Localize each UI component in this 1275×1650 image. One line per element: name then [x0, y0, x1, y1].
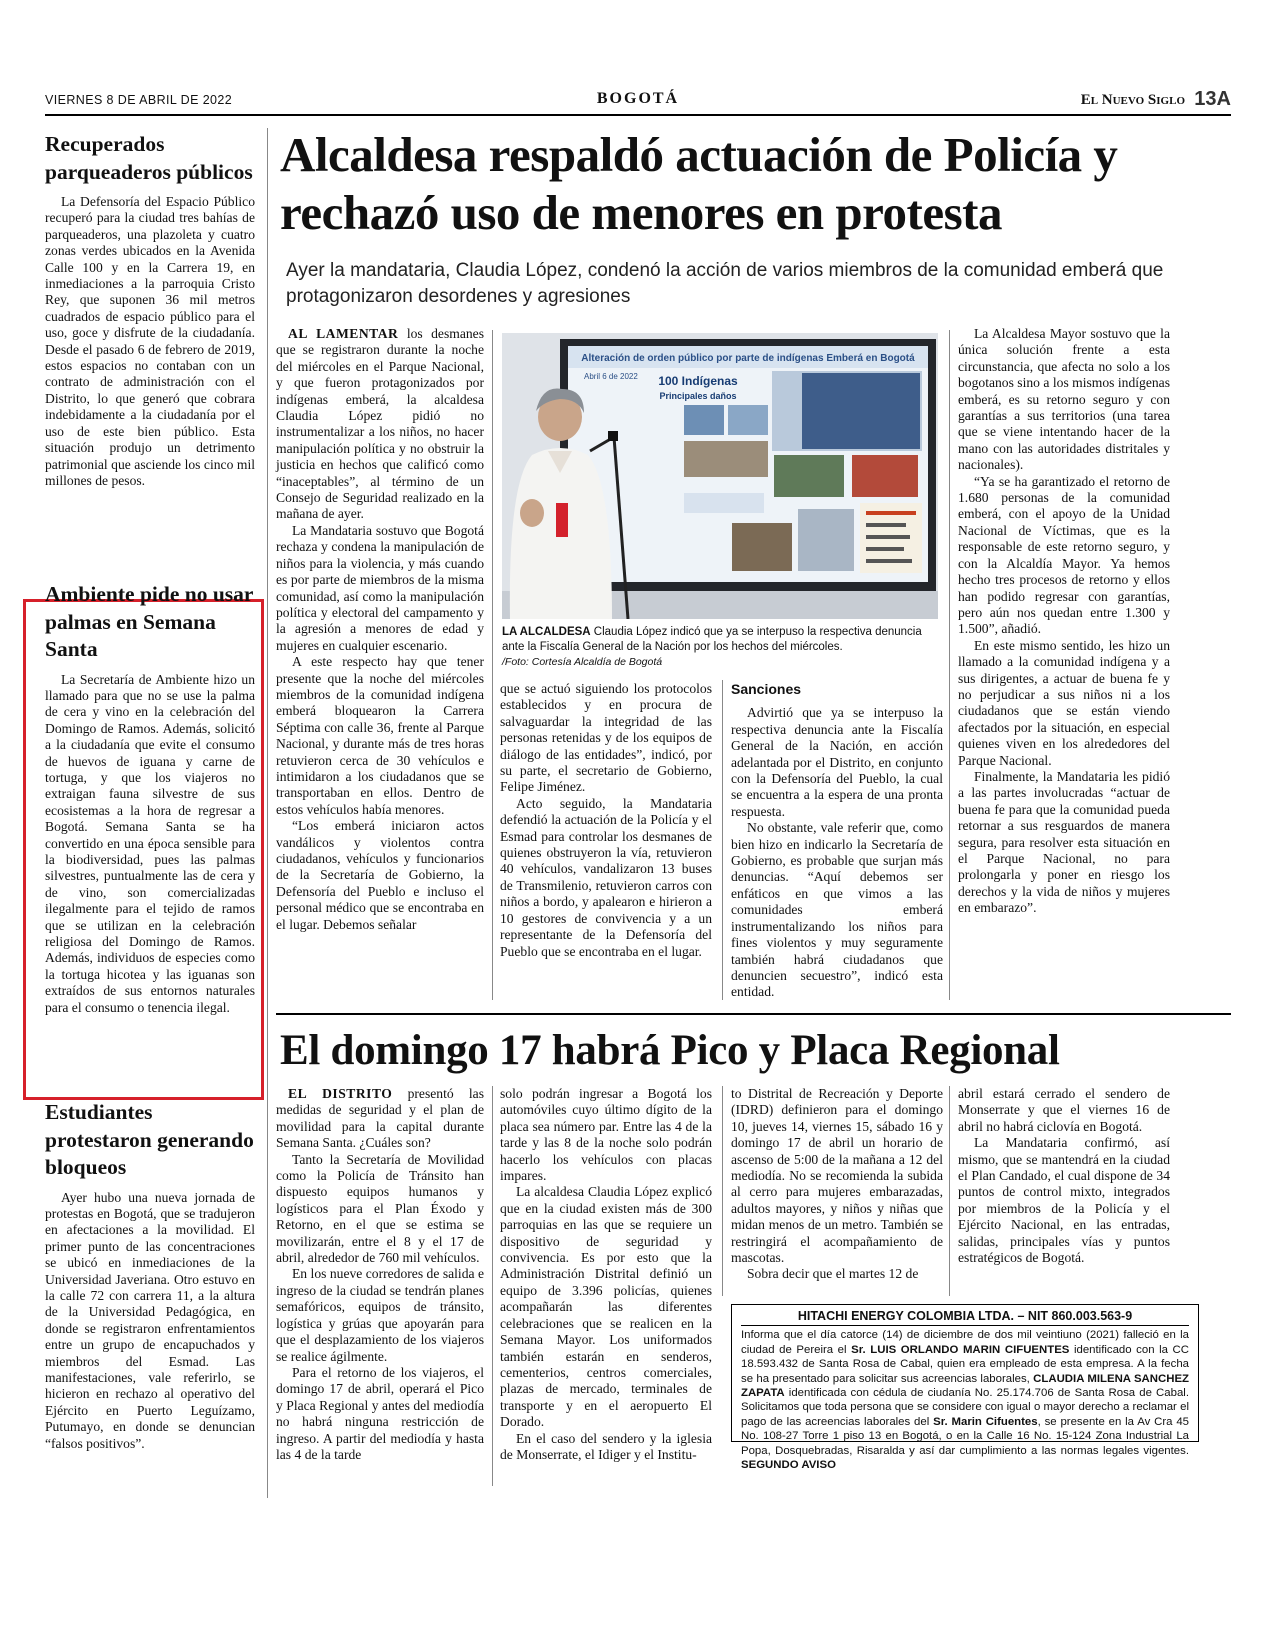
column-divider — [492, 1086, 493, 1486]
sidebar-story-parqueaderos — [45, 131, 255, 489]
notice-title: HITACHI ENERGY COLOMBIA LTDA. – NIT 860.003.563-9 — [741, 1309, 1189, 1326]
screen-title: Alteración de orden público por parte de indígenas Emberá en Bogotá — [581, 353, 915, 364]
photo-caption: LA ALCALDESA Claudia López indicó que ya se interpuso la respectiva denuncia ante la Fiscalía General de la Nación por los hechos del miércoles. /Foto: Cortesía Alcaldía de Bogotá — [502, 626, 922, 668]
main-column-2: que se actuó siguiendo los protocolos establecidos y en procura de salvaguardar la integridad de las personas retenidas y de los equipos de diálogo de las entidades”, indicó, por su parte, el secretario de Gobierno, Felipe Jiménez. Acto seguido, la Mandataria defendió la actuación de la Policía y el Esmad para controlar los desmanes de quienes obstruyeron la vía, retuvieron 40 vehículos, vandalizaron 13 buses de Transmilenio, retuvieron carros con niños a bordo, y apalearon e hirieron a 10 gestores de convivencia y a un representante de la Defensoría del Pueblo que se encontraba en el lugar. — [500, 681, 712, 959]
sidebar-story-title: Recuperados parqueaderos públicos — [45, 132, 253, 184]
sidebar-story-palmas — [45, 581, 255, 1016]
sidebar-story-body: Ayer hubo una nueva jornada de protestas en Bogotá, que se tradujeron en afectaciones a la movilidad. El primer punto de las concentraciones se ubicó en inmediaciones de la Universidad Javeriana. Otro estuvo en la calle 72 con carrera 11, a la altura de la Universidad Pedagógica, en donde se registraron enfrentamientos entre un grupo de encapuchados y miembros del Esmad. Las manifestaciones, vale referirlo, se hicieron en rechazo al operativo del Ejército en Puerto Leguízamo, Putumayo, en donde se denuncian “falsos positivos”. — [45, 1189, 255, 1451]
second-column-4: abril estará cerrado el sendero de Monserrate y que el viernes 16 de abril no habrá ciclovía en Bogotá. La Mandataria confirmó, así mismo, que se mantendrá en la ciudad el Plan Candado, el cual dispone de 34 puntos de control mixto, integrados por miembros de la Policía y el Ejército Nacional, en las entradas, salidas, principales vías y puntos estratégicos de Bogotá. — [958, 1086, 1170, 1266]
main-column-4: La Alcaldesa Mayor sostuvo que la única solución frente a esta circunstancia, que afecta no solo a los bogotanos sino a los mismos indígenas emberá, es su retorno seguro y con garantías a sus territorios (una tarea que se viene intentando hacer de la mano con las autoridades distritales y nacionales). “Ya se ha garantizado el retorno de 1.680 personas de la comunidad emberá, con el apoyo de la Unidad Nacional de Víctimas, que es la responsable de este retorno seguro, y con la Alcaldía Mayor. Ya hemos hecho tres procesos de retorno y ellos han podido regresar con garantías, pero aún nos quedan entre 1.300 y 1.500”, añadió. En este mismo sentido, les hizo un llamado a la comunidad indígena y a sus dirigentes, a actuar de buena fe y no perjudicar a sus niños ni a los ciudadanos que se están viendo afectados por la situación, en especial quienes viven en los alrededores del Parque Nacional. Finalmente, la Mandataria les pidió a las partes involucradas “actuar de buena fe para que la comunidad pueda retornar a sus resguardos de manera segura, para resolver esta situación en el Parque Nacional, no para prolongarla y poner en riesgo los derechos y la vida de niños y mujeres en embarazo”. — [958, 326, 1170, 916]
sidebar-story-title: Estudiantes protestaron generando bloqueos — [45, 1100, 254, 1179]
column-divider — [722, 680, 723, 1000]
legal-notice — [731, 1304, 1199, 1472]
main-column-1: AL LAMENTAR los desmanes que se registraron durante la noche del miércoles en el Parque Nacional, y que fueron protagonizados por indígenas emberá, la alcaldesa Claudia López pidió no instrumentalizar a los niños, no hacer manipulación política y no obstruir la justicia en hechos que calificó como “inaceptables”, al término de un Consejo de Seguridad realizado en la mañana de ayer. La Mandataria sostuvo que Bogotá rechaza y condena la manipulación de niños para la violencia, y más cuando es por parte de miembros de la misma comunidad, así como la manipulación política y electoral del campamento y la agresión a menores de edad y mujeres en cualquier escenario. A este respecto hay que tener presente que la noche del miércoles miembros de la comunidad indígena emberá bloquearon la Carrera Séptima con calle 36, frente al Parque Nacional, y durante más de tres horas retuvieron cerca de 30 vehículos e intimidaron a los ciudadanos que se transportaban en ellos. Dentro de estos vehículos había menores. “Los emberá iniciaron actos vandálicos y violentos contra ciudadanos, vehículos y funcionarios de la Secretaría de Gobierno, la Defensoría del Pueblo e incluso el personal médico que se encontraba en el lugar. Debemos señalar — [276, 326, 484, 932]
section-rule — [276, 1013, 1231, 1015]
newspaper-name: El Nuevo Siglo — [1080, 92, 1185, 108]
screen-damages: Principales daños — [659, 391, 737, 401]
main-column-3: Sanciones Advirtió que ya se interpuso la respectiva denuncia ante la Fiscalía General de la Nación, en acción adelantada por el Distrito, en conjunto con la Defensoría del Pueblo, la cual se encuentra a la espera de una pronta respuesta. No obstante, vale referir que, como bien hizo en indicarlo la Secretaría de Gobierno, es probable que surjan más denuncias. “Aquí debemos ser enfáticos en que vimos a las comunidades emberá instrumentalizando los niños para fines violentos y muy seguramente también habrá ciudadanos que denuncien secuestro”, indicó esta entidad. — [731, 681, 943, 1000]
lead-in: EL DISTRITO — [288, 1086, 393, 1101]
photo-credit: /Foto: Cortesía Alcaldía de Bogotá — [502, 656, 663, 668]
column-divider — [267, 128, 268, 1498]
sidebar-story-body: La Defensoría del Espacio Público recuperó para la ciudad tres bahías de parqueaderos, una plazoleta y cuatro zonas verdes ubicados en la Avenida Calle 100 y en la Carrera 19, en inmediaciones a la parroquia Cristo Rey, que suponen 36 mil metros cuadrados de espacio público para el uso, goce y disfrute de la ciudadanía. Desde el pasado 6 de febrero de 2019, estos espacios no contaban con un contrato de administración con el Distrito, lo que generó que cobrara indebidamente a la ciudadanía por el uso de este bien público. Esta situación produjo un detrimento patrimonial que asciende los cinco mil millones de pesos. — [45, 194, 255, 488]
main-photo — [502, 333, 938, 619]
section-name: BOGOTÁ — [596, 90, 680, 107]
column-divider — [492, 330, 493, 1000]
masthead — [45, 90, 1231, 116]
column-divider — [949, 330, 950, 1000]
subhead-sanciones: Sanciones — [731, 681, 802, 697]
edition-date: VIERNES 8 DE ABRIL DE 2022 — [45, 93, 233, 107]
notice-body: Informa que el día catorce (14) de diciembre de dos mil veintiuno (2021) falleció en la ciudad de Pereira el Sr. LUIS ORLANDO MARIN CIFUENTES identificado con la CC 18.593.432 de Santa Rosa de Cabal, quien era empleado de esta empresa. A la fecha se ha presentado para solicitar sus acreencias laborales, CLAUDIA MILENA SANCHEZ ZAPATA identificada con cédula de ciudanía No. 25.174.706 de Santa Rosa de Cabal. Solicitamos que toda persona que se considere con igual o mayor derecho a reclamar el pago de las acreencias laborales del Sr. Marin Cifuentes, se presente en la Av Cra 45 No. 108-27 Torre 1 piso 13 en Bogotá, o en la Calle 16 No. 15-124 Zona Industrial La Popa, Dosquebradas, Risaralda y así dar cumplimiento a las normas legales vigentes. SEGUNDO AVISO — [741, 1329, 1190, 1472]
sidebar-story-estudiantes — [45, 1099, 255, 1452]
page-number: 13A — [1194, 88, 1231, 110]
column-divider — [722, 1086, 723, 1296]
main-headline: Alcaldesa respaldó actuación de Policía y rechazó uso de menores en protesta — [280, 127, 1118, 240]
notice-tag: SEGUNDO AVISO — [741, 1459, 836, 1472]
sidebar-story-body: La Secretaría de Ambiente hizo un llamado para que no se use la palma de cera y vino en la celebración del Domingo de Ramos. Además, solicitó a la ciudadanía que evite el consumo de huevos de iguana y carne de tortuga, y que los viajeros no extraigan fauna silvestre de sus ecosistemas a la hora de regresar a Bogotá. Semana Santa se ha convertido en una época sensible para la biodiversidad, pues las palmas silvestres, puntualmente las de cera y de vino, son comercializadas ilegalmente para el tejido de ramos que se utilizan en la celebración religiosa del Domingo de Ramos. Además, individuos de especies como la tortuga hicotea y las iguanas son extraídos de sus entornos naturales para el consumo o tenencia ilegal. — [45, 671, 255, 1015]
sidebar-story-title: Ambiente pide no usar palmas en Semana Santa — [45, 582, 254, 661]
lead-in: AL LAMENTAR — [288, 326, 399, 341]
second-column-1: EL DISTRITO presentó las medidas de seguridad y el plan de movilidad para la capital durante Semana Santa. ¿Cuáles son? Tanto la Secretaría de Movilidad como la Policía de Tránsito han dispuesto equipos humanos y logísticos para el Plan Éxodo y Retorno, en el que se estima se movilizarán, entre el 8 y el 17 de abril, alrededor de 760 mil vehículos. En los nueve corredores de salida e ingreso de la ciudad se tendrán planes semafóricos, equipos de tránsito, logística y grúas que apoyarán para que el desplazamiento de los viajeros se realice ágilmente. Para el retorno de los viajeros, el domingo 17 de abril, operará el Pico y Placa Regional y antes del mediodía no habrá ninguna restricción de ingreso. A partir del mediodía y hasta las 4 de la tarde — [276, 1086, 484, 1462]
main-deck: Ayer la mandataria, Claudia López, condenó la acción de varios miembros de la comunidad emberá que protagonizaron desordenes y agresiones — [286, 260, 1164, 307]
screen-date: Abril 6 de 2022 — [584, 372, 638, 381]
column-divider — [949, 1086, 950, 1296]
second-column-2: solo podrán ingresar a Bogotá los automóviles cuyo último dígito de la placa sea número par. Entre las 4 de la tarde y las 8 de la noche solo podrán hacerlo los vehículos con placas impares. La alcaldesa Claudia López explicó que en la ciudad existen más de 300 parroquias en las que se requiere un dispositivo de seguridad y convivencia. Es por esto que la Administración Distrital definió un equipo de 3.396 policías, quienes acompañarán las diferentes celebraciones que se realicen en la Semana Mayor. Los uniformados también estarán en senderos, cementerios, centros comerciales, plazas de mercado, terminales de transporte y en el aeropuerto El Dorado. En el caso del sendero y la iglesia de Monserrate, el Idiger y el Institu- — [500, 1086, 712, 1462]
second-column-3: to Distrital de Recreación y Deporte (IDRD) definieron para el domingo 10, jueves 14, viernes 15, sábado 16 y domingo 17 de abril un horario de ascenso de 5:00 de la mañana a 12 del mediodía. No se recomienda la subida al cerro para mujeres embarazadas, adultos mayores, y niños y niñas que midan menos de un metro. También se restringirá el acompañamiento de mascotas. Sobra decir que el martes 12 de — [731, 1086, 943, 1282]
second-headline: El domingo 17 habrá Pico y Placa Regional — [280, 1027, 1060, 1074]
screen-count: 100 Indígenas — [658, 374, 738, 388]
